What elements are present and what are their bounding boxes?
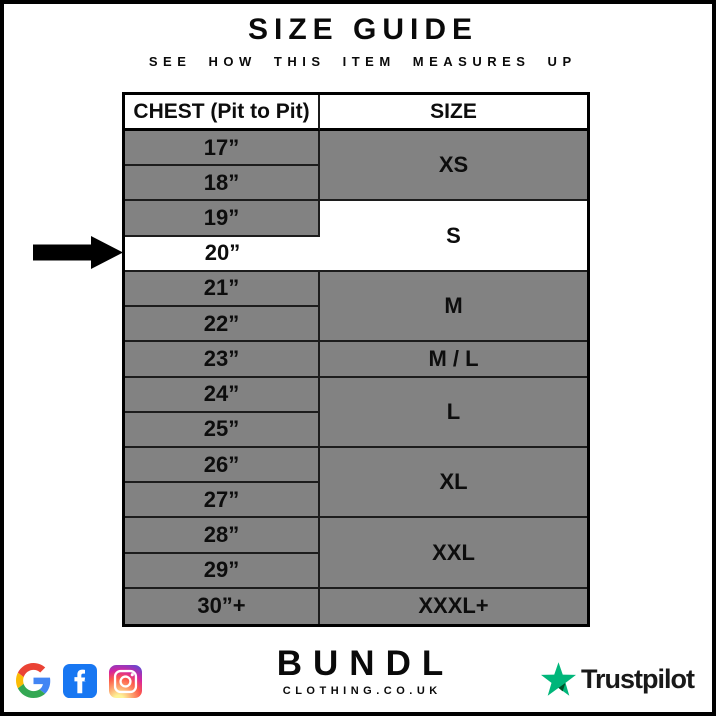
size-cell-m: M: [320, 272, 587, 342]
row-pointer-arrow-icon: [33, 236, 123, 269]
chest-cell-21: 21”: [125, 272, 320, 307]
size-cell-s-highlighted: S: [320, 201, 587, 271]
chest-cell-18: 18”: [125, 166, 320, 201]
size-table: [122, 92, 590, 627]
chest-cell-23: 23”: [125, 342, 320, 377]
chest-cell-17: 17”: [125, 131, 320, 166]
chest-cell-24: 24”: [125, 378, 320, 413]
trustpilot-star-icon: [541, 662, 576, 696]
chest-cell-20-highlighted: 20”: [125, 237, 320, 272]
brand-domain: CLOTHING.CO.UK: [282, 685, 442, 697]
chest-cell-19: 19”: [125, 201, 320, 236]
size-cell-xs: XS: [320, 131, 587, 201]
size-cell-l: L: [320, 378, 587, 448]
chest-cell-22: 22”: [125, 307, 320, 342]
size-cell-xxl: XXL: [320, 518, 587, 588]
column-header-chest: CHEST (Pit to Pit): [125, 95, 320, 131]
size-cell-m-l: M / L: [320, 342, 587, 377]
chest-cell-27: 27”: [125, 483, 320, 518]
page-title: SIZE GUIDE: [247, 13, 479, 46]
trustpilot-label: Trustpilot: [581, 663, 694, 694]
trustpilot-logo[interactable]: [541, 662, 694, 696]
chest-cell-26: 26”: [125, 448, 320, 483]
chest-cell-28: 28”: [125, 518, 320, 553]
size-cell-xxxl-plus: XXXL+: [320, 589, 587, 624]
page-subtitle: SEE HOW THIS ITEM MEASURES UP: [148, 54, 577, 69]
column-header-size: SIZE: [320, 95, 587, 131]
chest-cell-25: 25”: [125, 413, 320, 448]
brand-name: BUNDL: [276, 644, 455, 683]
chest-cell-29: 29”: [125, 554, 320, 589]
chest-cell-30plus: 30”+: [125, 589, 320, 624]
size-cell-xl: XL: [320, 448, 587, 518]
